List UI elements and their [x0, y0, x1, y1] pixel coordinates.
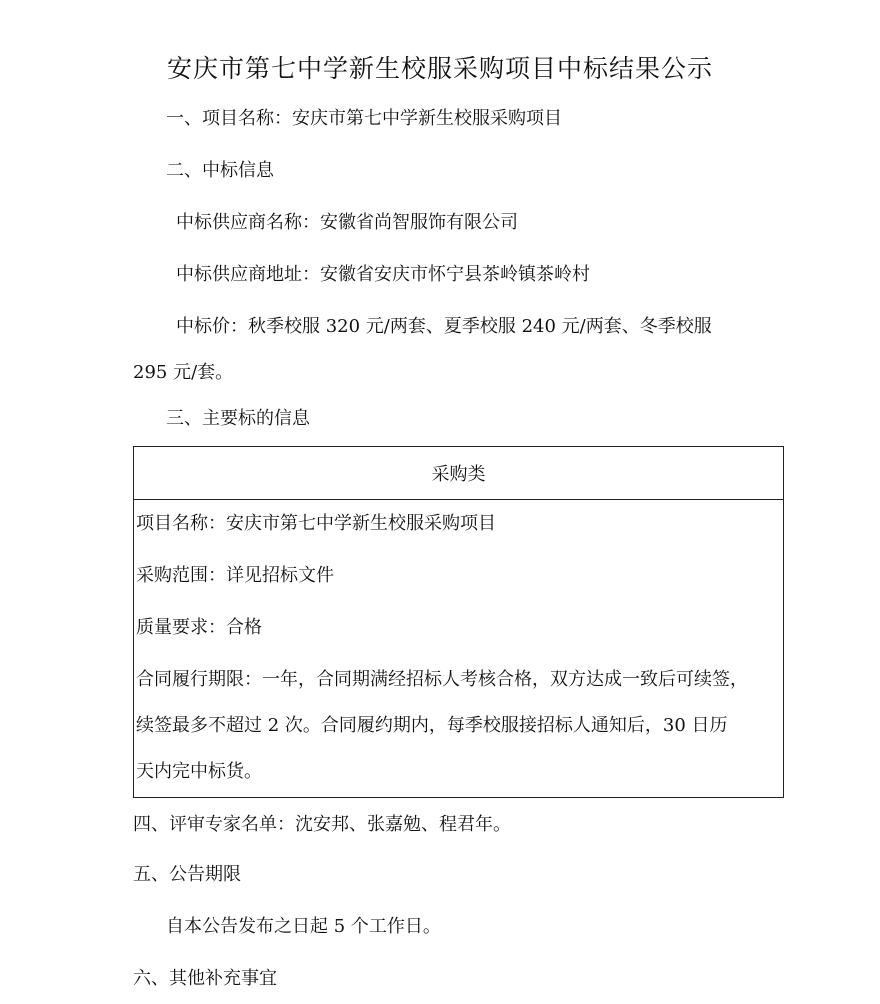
supplier-name-line: 中标供应商名称：安徽省尚智服饰有限公司: [176, 212, 518, 233]
notice-period-content: 自本公告发布之日起 5 个工作日。: [166, 916, 441, 937]
table-header-text: 采购类: [431, 464, 486, 485]
notice-period-heading: 五、公告期限: [133, 864, 241, 885]
table-header-cell: [134, 447, 783, 500]
table-project-name: 项目名称：安庆市第七中学新生校服采购项目: [136, 513, 496, 534]
award-info-heading: 二、中标信息: [166, 160, 274, 181]
subject-info-table: [133, 446, 784, 798]
table-period-line-2: 续签最多不超过 2 次。合同履约期内，每季校服接招标人通知后，30 日历: [136, 715, 728, 736]
page-title: 安庆市第七中学新生校服采购项目中标结果公示: [166, 54, 713, 83]
table-period-line-1: 合同履行期限：一年，合同期满经招标人考核合格，双方达成一致后可续签，: [136, 669, 748, 690]
expert-list-line: 四、评审专家名单：沈安邦、张嘉勉、程君年。: [133, 814, 511, 835]
other-matters-heading: 六、其他补充事宜: [133, 968, 277, 989]
main-subject-heading: 三、主要标的信息: [166, 408, 310, 429]
supplier-address-line: 中标供应商地址：安徽省安庆市怀宁县茶岭镇茶岭村: [176, 264, 590, 285]
table-quality: 质量要求：合格: [136, 617, 262, 638]
award-price-line-2: 295 元/套。: [133, 362, 234, 383]
table-period-line-3: 天内完中标货。: [136, 761, 262, 782]
table-scope: 采购范围：详见招标文件: [136, 565, 334, 586]
award-price-line-1: 中标价：秋季校服 320 元/两套、夏季校服 240 元/两套、冬季校服: [176, 316, 712, 337]
project-name-line: 一、项目名称：安庆市第七中学新生校服采购项目: [166, 108, 562, 129]
